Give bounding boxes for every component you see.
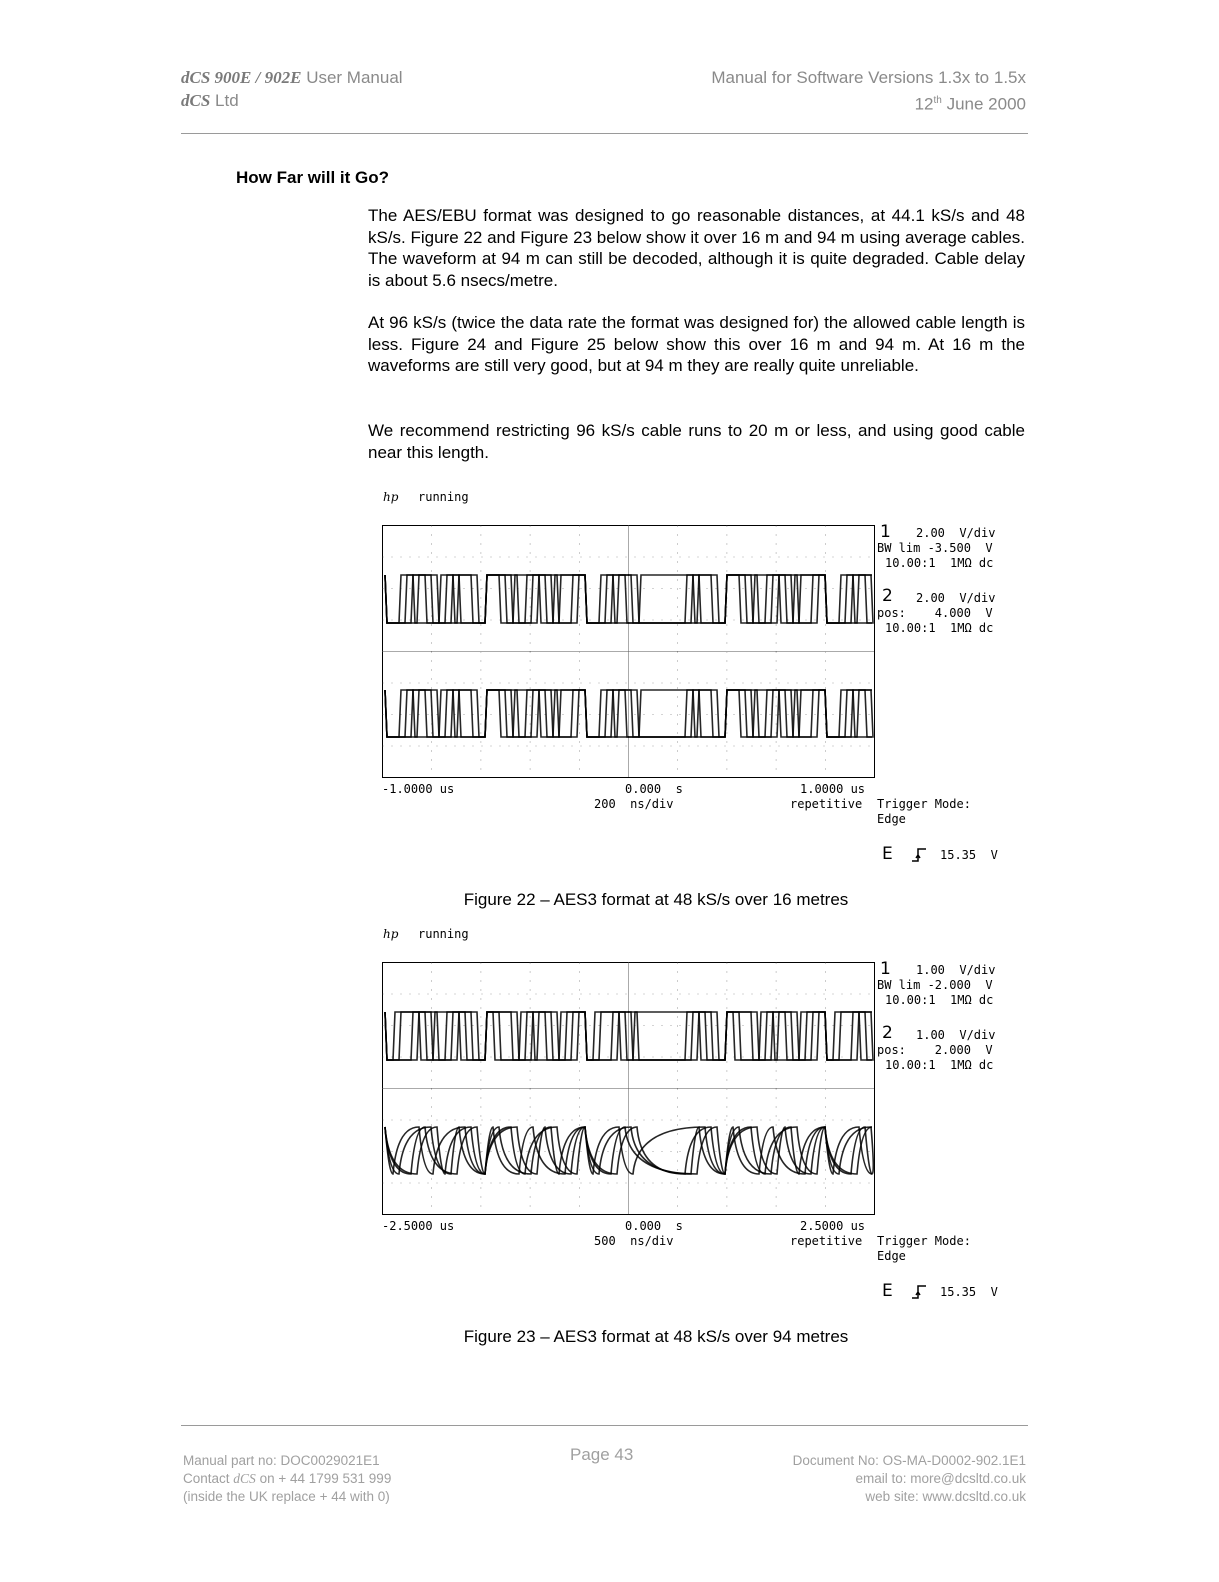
channel-2-scale: 2.00 V/div (916, 591, 996, 605)
waveform-display (382, 962, 876, 1216)
channel-2-number: 2 (882, 586, 893, 606)
doc-type: User Manual (306, 68, 403, 87)
company-suffix: Ltd (215, 91, 239, 110)
channel-1-number: 1 (880, 522, 891, 542)
channel-2-probe: 10.00:1 1MΩ dc (885, 1058, 994, 1072)
trigger-mode: Edge (877, 812, 906, 826)
company-brand: dCS (181, 91, 211, 110)
channel-1-scale: 2.00 V/div (916, 526, 996, 540)
trigger-source: E (882, 1281, 893, 1301)
footer-right (793, 1452, 1026, 1506)
acquisition-status: running (418, 927, 469, 941)
contact-prefix: Contact (183, 1471, 230, 1486)
channel-1-bwlim: BW lim -3.500 V (877, 541, 993, 555)
timebase: 500 ns/div (594, 1234, 674, 1248)
channel-2-scale: 1.00 V/div (916, 1028, 996, 1042)
contact-phone: on + 44 1799 531 999 (259, 1471, 392, 1486)
scope-figure-22 (380, 486, 1030, 866)
rising-edge-icon (910, 1284, 930, 1300)
document-date (711, 89, 1026, 116)
hp-logo: hp (383, 927, 399, 941)
contact-line (183, 1470, 391, 1488)
trigger-label: Trigger Mode: (877, 1234, 971, 1248)
contact-brand: dCS (233, 1471, 256, 1486)
trigger-mode: Edge (877, 1249, 906, 1263)
acquisition-mode: repetitive (790, 797, 863, 811)
header-right (711, 66, 1026, 116)
rising-edge-icon (910, 847, 930, 863)
trigger-level: 15.35 V (940, 848, 998, 862)
date-sup: th (933, 95, 942, 106)
email-link[interactable]: email to: more@dcsltd.co.uk (855, 1471, 1026, 1486)
channel-2-position: pos: 4.000 V (877, 606, 993, 620)
paragraph-1: The AES/EBU format was designed to go reasonable distances, at 44.1 kS/s and 48 kS/s. Figure 22 and Figure 23 below show it over 16 m and 94 m using average cables. The waveform at 94 m can still be decoded, although it is quite degraded. Cable delay is about 5.6 nsecs/metre. (368, 206, 1025, 290)
page-number: Page 43 (570, 1445, 634, 1464)
scope-figure-23 (380, 923, 1030, 1303)
paragraph-2: At 96 kS/s (twice the data rate the format was designed for) the allowed cable length is less. Figure 24 and Figure 25 below show this over 16 m and 94 m. At 16 m the waveforms are still very good, but at 94 m they are really quite unreliable. (368, 313, 1025, 375)
software-versions: Manual for Software Versions 1.3x to 1.5x (711, 68, 1026, 87)
waveform-display (382, 525, 876, 779)
trigger-source: E (882, 844, 893, 864)
time-center: 0.000 s (625, 782, 683, 796)
acquisition-status: running (418, 490, 469, 504)
time-left: -2.5000 us (382, 1219, 455, 1233)
figure-23-caption: Figure 23 – AES3 format at 48 kS/s over 94 metres (463, 1327, 849, 1346)
footer-left (183, 1452, 391, 1506)
channel-1-number: 1 (880, 959, 891, 979)
trigger-level: 15.35 V (940, 1285, 998, 1299)
figure-22-caption: Figure 22 – AES3 format at 48 kS/s over 16 metres (463, 890, 849, 909)
channel-2-number: 2 (882, 1023, 893, 1043)
part-number: Manual part no: DOC0029021E1 (183, 1453, 380, 1468)
timebase: 200 ns/div (594, 797, 674, 811)
time-left: -1.0000 us (382, 782, 455, 796)
date-day: 12 (914, 94, 934, 114)
section-heading: How Far will it Go? (236, 168, 389, 187)
footer-rule (181, 1425, 1028, 1426)
acquisition-mode: repetitive (790, 1234, 863, 1248)
time-right: 2.5000 us (800, 1219, 866, 1233)
uk-note: (inside the UK replace + 44 with 0) (183, 1489, 390, 1504)
channel-1-probe: 10.00:1 1MΩ dc (885, 993, 994, 1007)
trigger-label: Trigger Mode: (877, 797, 971, 811)
channel-2-position: pos: 2.000 V (877, 1043, 993, 1057)
hp-logo: hp (383, 490, 399, 504)
time-right: 1.0000 us (800, 782, 866, 796)
channel-2-probe: 10.00:1 1MΩ dc (885, 621, 994, 635)
header-left (181, 66, 403, 112)
time-center: 0.000 s (625, 1219, 683, 1233)
channel-1-probe: 10.00:1 1MΩ dc (885, 556, 994, 570)
paragraph-3: We recommend restricting 96 kS/s cable runs to 20 m or less, and using good cable near this length. (368, 421, 1025, 462)
channel-1-scale: 1.00 V/div (916, 963, 996, 977)
date-rest: June 2000 (946, 94, 1026, 114)
website-link[interactable]: web site: www.dcsltd.co.uk (865, 1489, 1026, 1504)
channel-1-bwlim: BW lim -2.000 V (877, 978, 993, 992)
header-rule (181, 133, 1028, 134)
document-number: Document No: OS-MA-D0002-902.1E1 (792, 1453, 1026, 1468)
product-model: dCS 900E / 902E (181, 68, 302, 87)
